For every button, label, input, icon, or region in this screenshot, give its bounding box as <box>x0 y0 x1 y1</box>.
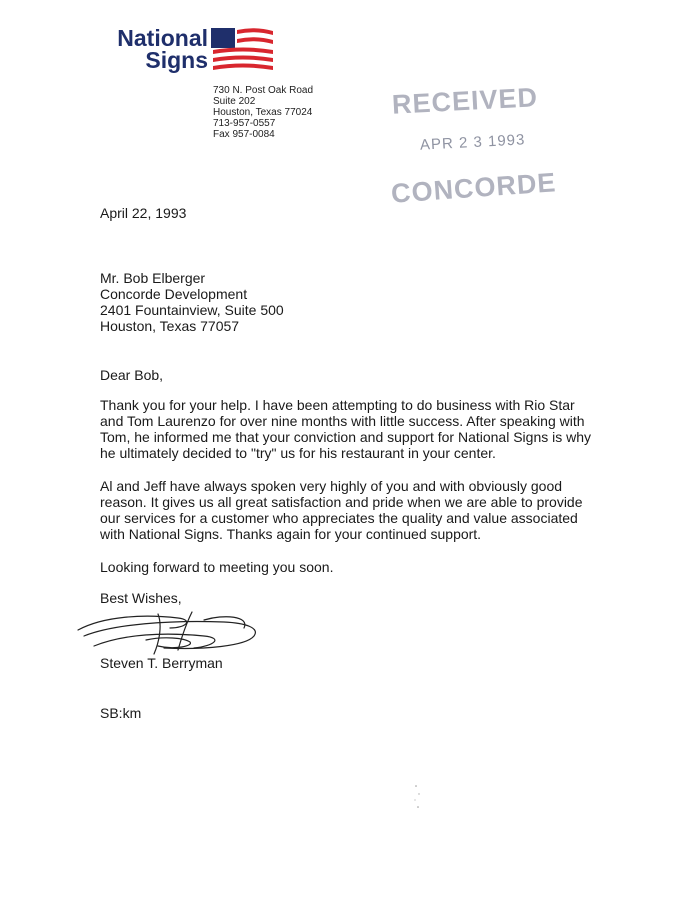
recipient-address <box>100 270 284 334</box>
paragraph-line: our services for a customer who appreciates the quality and value associated <box>100 510 578 526</box>
address-fax: Fax 957-0084 <box>213 129 275 140</box>
paragraph-line: reason. It gives us all great satisfaction and pride when we are able to provide <box>100 494 583 510</box>
recipient-street: 2401 Fountainview, Suite 500 <box>100 302 284 318</box>
sign-off <box>100 590 182 606</box>
address-suite: Suite 202 <box>213 96 256 107</box>
paragraph-line: Tom, he informed me that your conviction and support for National Signs is why <box>100 429 592 445</box>
letterhead-address <box>213 85 313 140</box>
typist-initials <box>100 705 141 721</box>
paper-specks <box>410 780 430 820</box>
address-phone: 713-957-0557 <box>213 118 276 129</box>
greeting-text: Dear Bob, <box>100 367 164 383</box>
company-name-line2: Signs <box>145 47 208 73</box>
recipient-city: Houston, Texas 77057 <box>100 318 240 334</box>
signer-name-text: Steven T. Berryman <box>100 655 223 671</box>
closing-sentence <box>100 559 333 575</box>
address-city: Houston, Texas 77024 <box>213 107 313 118</box>
company-name-line1: National <box>117 25 208 51</box>
signer-name <box>100 655 223 671</box>
recipient-company: Concorde Development <box>100 286 248 302</box>
company-logo-text <box>78 27 208 71</box>
recipient-name: Mr. Bob Elberger <box>100 270 206 286</box>
paragraph-line: Thank you for your help. I have been attempting to do business with Rio Star <box>100 397 575 413</box>
concorde-stamp: CONCORDE <box>390 167 558 209</box>
flag-logo-icon <box>211 28 275 72</box>
body-paragraph-2 <box>100 478 583 542</box>
greeting <box>100 367 163 383</box>
paragraph-line: with National Signs. Thanks again for your continued support. <box>100 526 482 542</box>
closing-sentence-text: Looking forward to meeting you soon. <box>100 559 334 575</box>
letter-date <box>100 205 186 221</box>
address-street: 730 N. Post Oak Road <box>213 85 314 96</box>
typist-initials-text: SB:km <box>100 705 142 721</box>
sign-off-text: Best Wishes, <box>100 590 182 606</box>
letter-date-text: April 22, 1993 <box>100 205 187 221</box>
paragraph-line: he ultimately decided to "try" us for his restaurant in your center. <box>100 445 496 461</box>
paragraph-line: and Tom Laurenzo for over nine months with little success. After speaking with <box>100 413 585 429</box>
received-date-stamp: APR 2 3 1993 <box>419 131 526 154</box>
paragraph-line: Al and Jeff have always spoken very highly of you and with obviously good <box>100 478 563 494</box>
received-stamp: RECEIVED <box>391 82 539 120</box>
body-paragraph-1 <box>100 397 591 461</box>
